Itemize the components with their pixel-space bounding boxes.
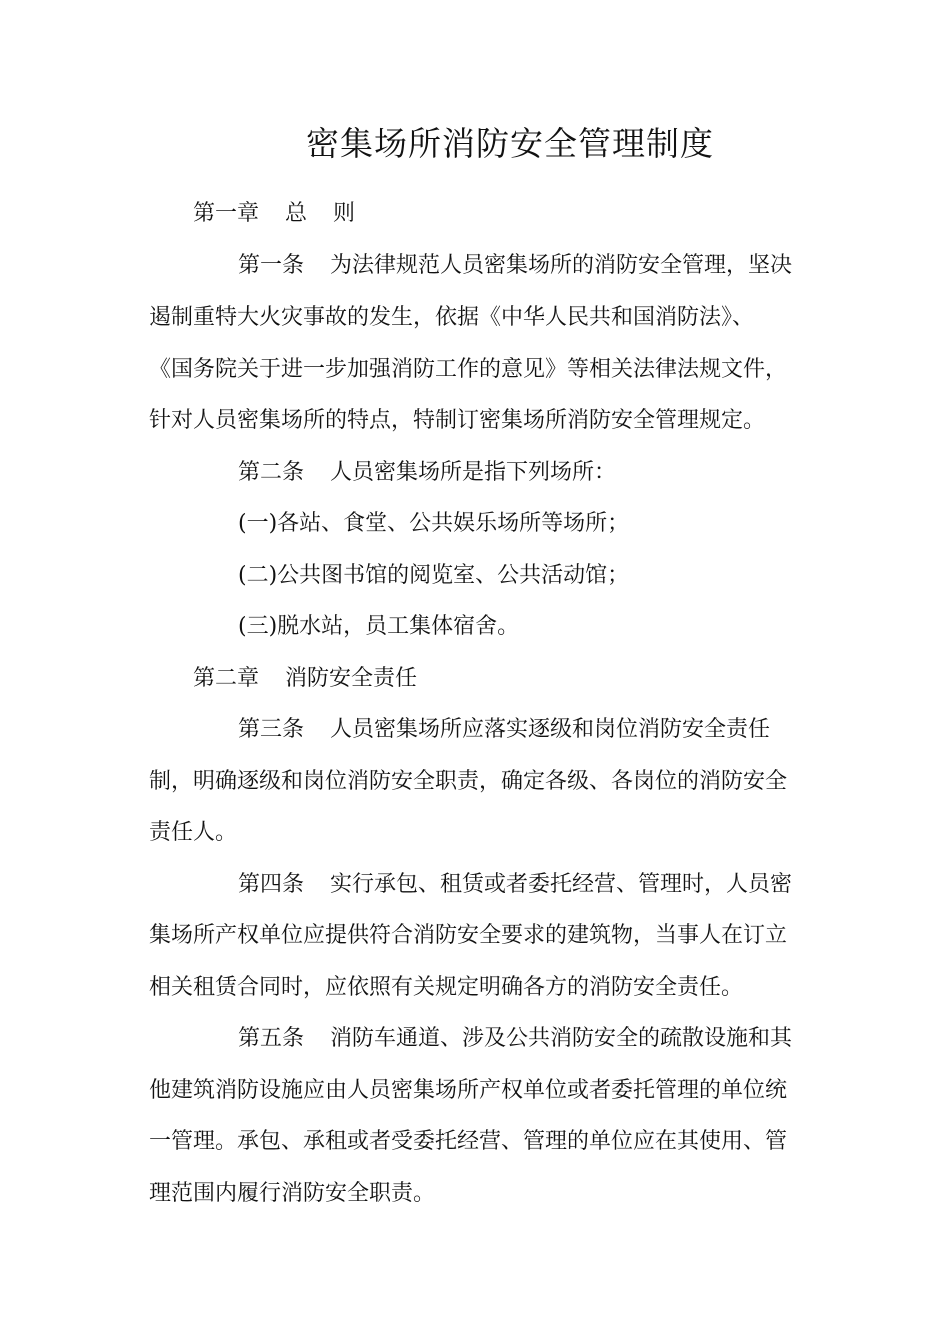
article-1-line-4: 针对人员密集场所的特点，特制订密集场所消防安全管理规定。: [149, 408, 766, 433]
chapter-number: 第二章: [193, 666, 260, 691]
article-5-line-2: 他建筑消防设施应由人员密集场所产权单位或者委托管理的单位统: [149, 1078, 788, 1103]
chapter-number: 第一章: [193, 201, 260, 226]
article-5-line-3: 一管理。承包、承租或者受委托经营、管理的单位应在其使用、管: [149, 1129, 788, 1154]
article-number: 第五条: [238, 1026, 305, 1051]
article-5-line-1: [238, 1019, 792, 1059]
article-text: 消防车通道、涉及公共消防安全的疏散设施和其: [330, 1026, 793, 1051]
article-number: 第三条: [238, 717, 305, 742]
chapter-name: 消防安全责任: [285, 666, 418, 691]
article-number: 第一条: [238, 253, 305, 278]
chapter-heading-2: [193, 659, 417, 699]
article-4-line-1: [238, 865, 792, 905]
article-text: 为法律规范人员密集场所的消防安全管理，坚决: [330, 253, 793, 278]
list-item-3: (三)脱水站，员工集体宿舍。: [238, 614, 520, 639]
article-1-line-3: 《国务院关于进一步加强消防工作的意见》等相关法律法规文件，: [149, 357, 788, 382]
article-1-line-1: [238, 246, 792, 286]
chapter-name-part: 总: [285, 201, 308, 226]
document-title: 密集场所消防安全管理制度: [306, 124, 714, 163]
article-4-line-2: 集场所产权单位应提供符合消防安全要求的建筑物，当事人在订立: [149, 923, 788, 948]
article-1-line-2: 遏制重特大火灾事故的发生，依据《中华人民共和国消防法》、: [149, 305, 755, 330]
article-3-line-2: 制，明确逐级和岗位消防安全职责，确定各级、各岗位的消防安全: [149, 769, 788, 794]
chapter-heading-1: [193, 194, 355, 234]
list-item-2: (二)公共图书馆的阅览室、公共活动馆；: [238, 563, 630, 588]
list-item-1: (一)各站、食堂、公共娱乐场所等场所；: [238, 511, 630, 536]
article-5-line-4: 理范围内履行消防安全职责。: [149, 1181, 436, 1206]
chapter-name-part: 则: [333, 201, 356, 226]
article-text: 人员密集场所是指下列场所：: [330, 460, 617, 485]
article-2-line-1: [238, 453, 616, 493]
article-4-line-3: 相关租赁合同时，应依照有关规定明确各方的消防安全责任。: [149, 975, 744, 1000]
article-number: 第二条: [238, 460, 305, 485]
article-3-line-3: 责任人。: [149, 820, 238, 845]
article-number: 第四条: [238, 872, 305, 897]
article-3-line-1: [238, 710, 770, 750]
article-text: 人员密集场所应落实逐级和岗位消防安全责任: [330, 717, 771, 742]
article-text: 实行承包、租赁或者委托经营、管理时，人员密: [330, 872, 793, 897]
